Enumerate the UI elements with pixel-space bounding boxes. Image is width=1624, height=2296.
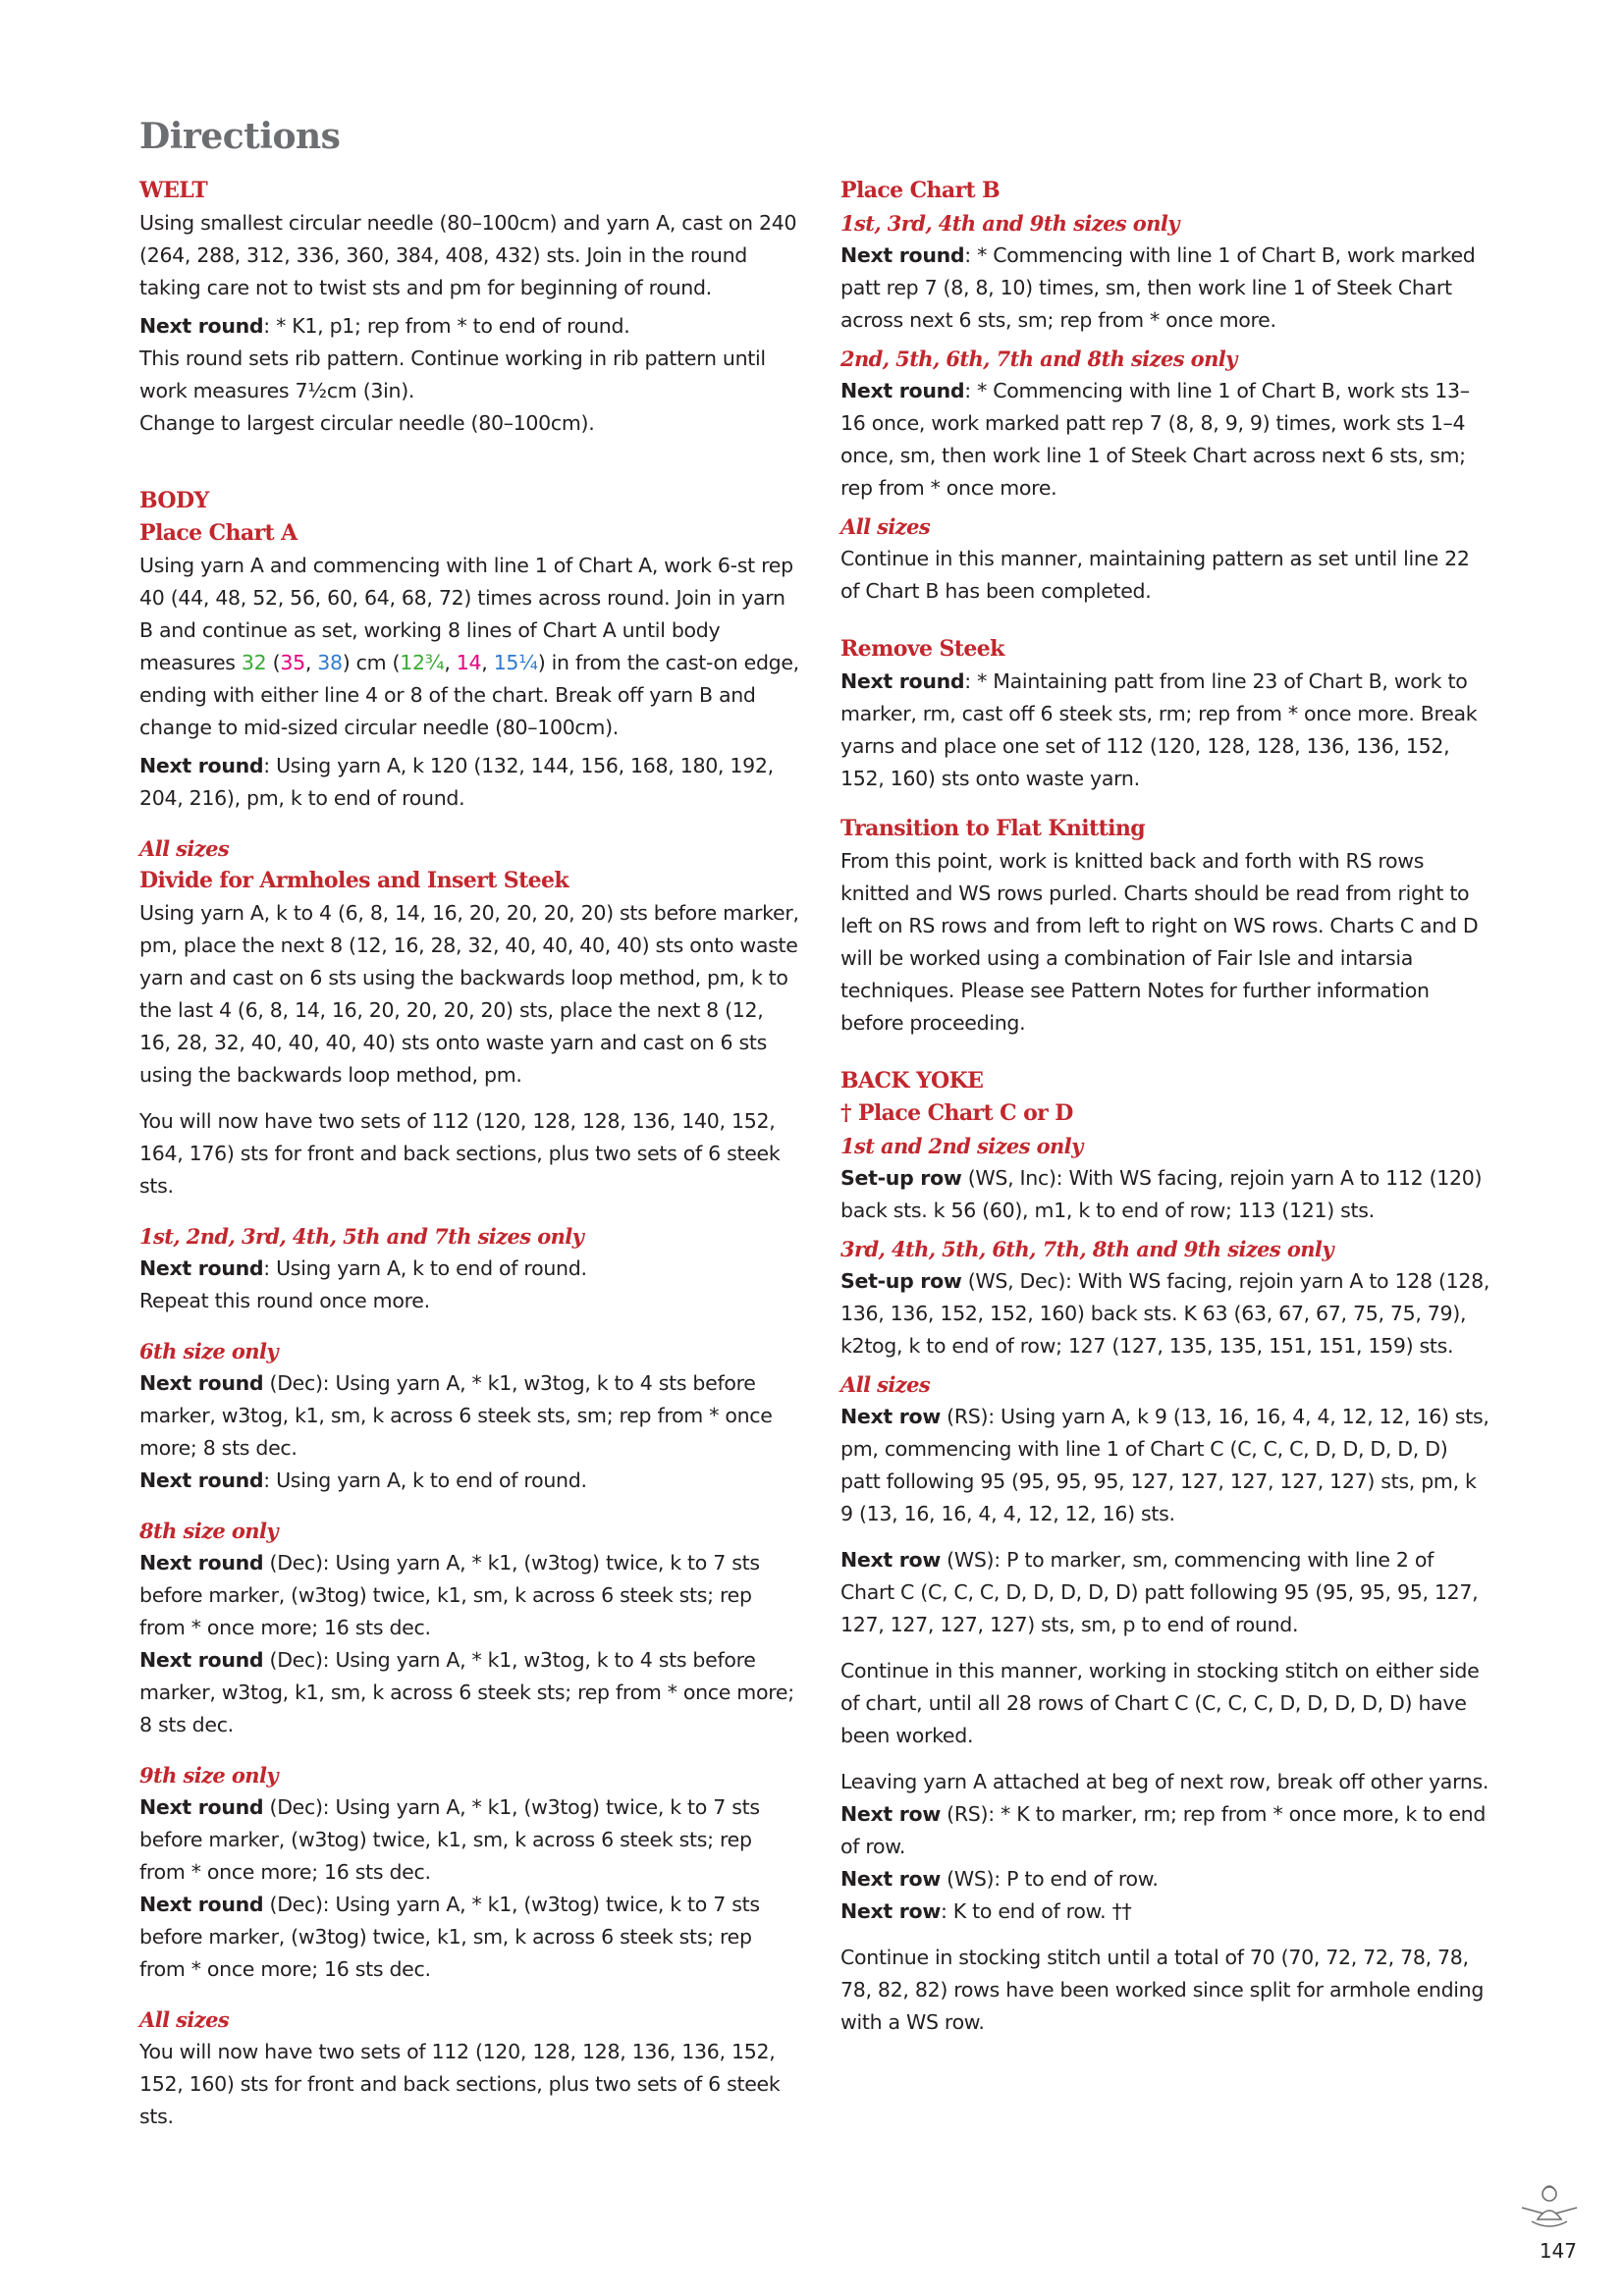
next-round <box>840 375 1492 505</box>
size-8-section <box>139 1515 799 1741</box>
welt-change-needle: Change to largest circular needle (80–100cm). <box>139 411 595 435</box>
sizes-heading: 1st and 2nd sizes only <box>840 1134 1083 1158</box>
welt-rib-pattern: This round sets rib pattern. Continue working in rib pattern until work measures 7½cm (3in). <box>139 347 766 402</box>
sizes-heading: 8th size only <box>139 1519 278 1543</box>
left-column <box>139 175 799 2151</box>
next-round <box>139 1791 799 1889</box>
remove-steek-heading: Remove Steek <box>840 636 1004 662</box>
size-9-section <box>139 1759 799 1986</box>
instruction-term: Next round <box>139 754 264 777</box>
measure-size-3-in: 15¼ <box>493 651 538 674</box>
separator: , <box>444 651 457 674</box>
instruction-text: (RS): * K to marker, rm; rep from * once more, k to end of row. <box>840 1802 1487 1858</box>
next-round <box>139 1465 799 1497</box>
measure-size-1-in: 12¾ <box>400 651 445 674</box>
set-up-row <box>840 1162 1492 1227</box>
separator: ) cm ( <box>342 651 401 674</box>
flat-knitting-text: From this point, work is knitted back and forth with RS rows knitted and WS rows purled. Charts should be read from right to left on RS rows and from left to right on WS rows. Charts C and D will be worked using a combination of Fair Isle and intarsia techniques. Please see Pattern Notes for further information before proceeding. <box>840 849 1479 1035</box>
break-yarns-text: Leaving yarn A attached at beg of next row, break off other yarns. <box>840 1770 1489 1793</box>
place-chart-b-heading: Place Chart B <box>840 178 1001 203</box>
right-column <box>840 175 1492 2056</box>
next-round <box>840 666 1492 795</box>
instruction-term: Next round <box>139 314 264 338</box>
instruction-text: (WS): P to marker, sm, commencing with line 2 of Chart C (C, C, C, D, D, D, D, D) patt following 95 (95, 95, 95, 127, 127, 127, 127, 127) sts, sm, p to end of round. <box>840 1548 1479 1636</box>
next-row <box>840 1401 1492 1530</box>
instruction-text: (Dec): Using yarn A, * k1, (w3tog) twice, k to 7 sts before marker, (w3tog) twice, k1, sm, k across 6 steek sts; rep from * once more; 16 sts dec. <box>139 1893 760 1981</box>
instruction-text: : * K1, p1; rep from * to end of round. <box>263 314 630 338</box>
body-heading: BODY <box>139 488 209 513</box>
continue-stocking-text: Continue in stocking stitch until a total of 70 (70, 72, 72, 78, 78, 78, 82, 82) rows have been worked since split for armhole ending with a WS row. <box>840 1946 1485 2034</box>
instruction-text: : K to end of row. †† <box>940 1899 1132 1923</box>
measure-size-2-in: 14 <box>456 651 482 674</box>
divide-section <box>139 832 799 1202</box>
instruction-term: Set-up row <box>840 1269 962 1293</box>
remove-steek-section <box>840 633 1492 795</box>
next-row <box>840 1863 1492 1896</box>
set-up-row <box>840 1265 1492 1362</box>
welt-heading: WELT <box>139 178 208 203</box>
body-text-a: Using yarn A and commencing with line 1 of Chart A, work 6-st rep 40 (44, 48, 52, 56, 60, 64, 68, 72) times across round. Join in yarn B and continue as set, working 8 lines of Chart A until body measures <box>139 554 793 674</box>
back-yoke-section <box>840 1065 1492 2039</box>
instruction-term: Set-up row <box>840 1166 962 1190</box>
body-next-round <box>139 750 799 815</box>
next-round <box>139 1889 799 1986</box>
next-row <box>840 1896 1492 1928</box>
instruction-text: (WS): P to end of row. <box>940 1867 1159 1891</box>
all-sizes-result: You will now have two sets of 112 (120, 128, 128, 136, 136, 152, 152, 160) sts for front and back sections, plus two sets of 6 steek sts. <box>139 2040 781 2128</box>
place-chart-c-d-heading: † Place Chart C or D <box>840 1100 1073 1126</box>
instruction-text: (Dec): Using yarn A, * k1, w3tog, k to 4 sts before marker, w3tog, k1, sm, k across 6 steek sts; rep from * once more; 8 sts dec. <box>139 1648 794 1736</box>
sizes-heading: All sizes <box>840 514 931 539</box>
welt-cast-on: Using smallest circular needle (80–100cm) and yarn A, cast on 240 (264, 288, 312, 336, 360, 384, 408, 432) sts. Join in the round taking care not to twist sts and pm for beginning of round. <box>139 211 797 299</box>
flat-knitting-heading: Transition to Flat Knitting <box>840 816 1146 841</box>
body-text-b: ) in from the cast-on edge, ending with either line 4 or 8 of the chart. Break off yarn B and change to mid-sized circular needle (80–100cm). <box>139 651 799 739</box>
size-6-section <box>139 1335 799 1497</box>
instruction-term: Next round <box>840 379 965 402</box>
next-round <box>840 240 1492 337</box>
separator: , <box>481 651 494 674</box>
knitter-figure-icon <box>1514 2180 1585 2239</box>
instruction-text: : Using yarn A, k to end of round. <box>263 1256 587 1280</box>
flat-knitting-section <box>840 813 1492 1040</box>
instruction-text: (RS): Using yarn A, k 9 (13, 16, 16, 4, 4, 12, 12, 16) sts, pm, commencing with line 1 of Chart C (C, C, C, D, D, D, D, D) patt following 95 (95, 95, 95, 127, 127, 127, 127, 127) sts, pm, k 9 (13, 16, 16, 4, 4, 12, 12, 16) sts. <box>840 1405 1489 1525</box>
next-round <box>139 1253 799 1285</box>
instruction-term: Next round <box>139 1468 264 1492</box>
instruction-text: : * Commencing with line 1 of Chart B, work marked patt rep 7 (8, 8, 10) times, sm, then work line 1 of Steek Chart across next 6 sts, sm; rep from * once more. <box>840 243 1476 332</box>
instruction-term: Next row <box>840 1405 941 1428</box>
sizes-heading: 1st, 2nd, 3rd, 4th, 5th and 7th sizes only <box>139 1224 584 1249</box>
measure-size-1: 32 <box>241 651 267 674</box>
page-number: 147 <box>1539 2239 1577 2263</box>
instruction-term: Next round <box>840 669 965 693</box>
instruction-term: Next row <box>840 1867 941 1891</box>
instruction-term: Next round <box>139 1795 264 1819</box>
sizes-heading: 6th size only <box>139 1339 278 1363</box>
instruction-text: : * Maintaining patt from line 23 of Chart B, work to marker, rm, cast off 6 steek sts, rm; rep from * once more. Break yarns and place one set of 112 (120, 128, 128, 136, 136, 152, 152, 160) sts onto waste yarn. <box>840 669 1478 790</box>
sizes-heading: 1st, 3rd, 4th and 9th sizes only <box>840 211 1179 236</box>
sizes-heading: All sizes <box>840 1372 931 1397</box>
sizes-1-2-3-4-5-7-section <box>139 1220 799 1317</box>
instruction-text: (Dec): Using yarn A, * k1, (w3tog) twice, k to 7 sts before marker, (w3tog) twice, k1, sm, k across 6 steek sts; rep from * once more; 16 sts dec. <box>139 1795 760 1884</box>
next-row <box>840 1798 1492 1863</box>
sizes-heading: 3rd, 4th, 5th, 6th, 7th, 8th and 9th sizes only <box>840 1237 1333 1261</box>
sizes-heading: All sizes <box>139 2007 230 2032</box>
instruction-term: Next round <box>139 1551 264 1575</box>
instruction-term: Next row <box>840 1802 941 1826</box>
body-chart-a-text <box>139 550 799 744</box>
place-chart-a-heading: Place Chart A <box>139 520 298 546</box>
next-round <box>139 1367 799 1465</box>
instruction-term: Next row <box>840 1548 941 1572</box>
continue-text: Continue in this manner, working in stocking stitch on either side of chart, until all 28 rows of Chart C (C, C, C, D, D, D, D, D) have been worked. <box>840 1659 1480 1747</box>
measure-size-2: 35 <box>280 651 305 674</box>
sizes-heading: 9th size only <box>139 1763 278 1788</box>
instruction-text: : * Commencing with line 1 of Chart B, work sts 13–16 once, work marked patt rep 7 (8, 8, 9, 9) times, work sts 1–4 once, sm, then work line 1 of Steek Chart across next 6 sts, sm; rep from * once more. <box>840 379 1470 500</box>
instruction-text: (WS, Dec): With WS facing, rejoin yarn A to 128 (128, 136, 136, 152, 152, 160) back sts. K 63 (63, 67, 67, 75, 75, 79), k2tog, k to end of row; 127 (127, 135, 135, 151, 151, 159) sts. <box>840 1269 1490 1358</box>
chart-b-section <box>840 175 1492 608</box>
repeat-round: Repeat this round once more. <box>139 1289 430 1312</box>
instruction-text: (Dec): Using yarn A, * k1, w3tog, k to 4 sts before marker, w3tog, k1, sm, k across 6 steek sts, sm; rep from * once more; 8 sts dec. <box>139 1371 773 1460</box>
next-round <box>139 1644 799 1741</box>
instruction-term: Next row <box>840 1899 941 1923</box>
page-title: Directions <box>139 116 341 157</box>
continue-text: Continue in this manner, maintaining pattern as set until line 22 of Chart B has been completed. <box>840 547 1470 603</box>
sizes-heading: 2nd, 5th, 6th, 7th and 8th sizes only <box>840 347 1237 371</box>
body-section <box>139 485 799 815</box>
instruction-text: (Dec): Using yarn A, * k1, (w3tog) twice, k to 7 sts before marker, (w3tog) twice, k1, sm, k across 6 steek sts; rep from * once more; 16 sts dec. <box>139 1551 760 1639</box>
back-yoke-heading: BACK YOKE <box>840 1068 984 1094</box>
separator: ( <box>266 651 281 674</box>
instruction-term: Next round <box>139 1893 264 1916</box>
separator: , <box>304 651 318 674</box>
instruction-text: : Using yarn A, k to end of round. <box>263 1468 587 1492</box>
next-row <box>840 1544 1492 1641</box>
divide-result: You will now have two sets of 112 (120, 128, 128, 136, 140, 152, 164, 176) sts for front and back sections, plus two sets of 6 steek sts. <box>139 1109 781 1198</box>
instruction-term: Next round <box>139 1256 264 1280</box>
measure-size-3: 38 <box>317 651 343 674</box>
welt-section <box>139 175 799 440</box>
all-sizes-section <box>139 2003 799 2133</box>
instruction-text: (WS, Inc): With WS facing, rejoin yarn A to 112 (120) back sts. k 56 (60), m1, k to end of row; 113 (121) sts. <box>840 1166 1483 1222</box>
welt-next-round <box>139 310 799 343</box>
divide-heading: Divide for Armholes and Insert Steek <box>139 868 569 893</box>
next-round <box>139 1547 799 1644</box>
divide-text: Using yarn A, k to 4 (6, 8, 14, 16, 20, 20, 20, 20) sts before marker, pm, place the next 8 (12, 16, 28, 32, 40, 40, 40, 40) sts onto waste yarn and cast on 6 sts using the backwards loop method, pm, k to the last 4 (6, 8, 14, 16, 20, 20, 20, 20) sts, place the next 8 (12, 16, 28, 32, 40, 40, 40, 40) sts onto waste yarn and cast on 6 sts using the backwards loop method, pm. <box>139 901 799 1087</box>
instruction-term: Next round <box>139 1648 264 1672</box>
instruction-term: Next round <box>840 243 965 267</box>
instruction-text: : Using yarn A, k 120 (132, 144, 156, 168, 180, 192, 204, 216), pm, k to end of round. <box>139 754 774 810</box>
divide-sizes: All sizes <box>139 836 230 861</box>
instruction-term: Next round <box>139 1371 264 1395</box>
